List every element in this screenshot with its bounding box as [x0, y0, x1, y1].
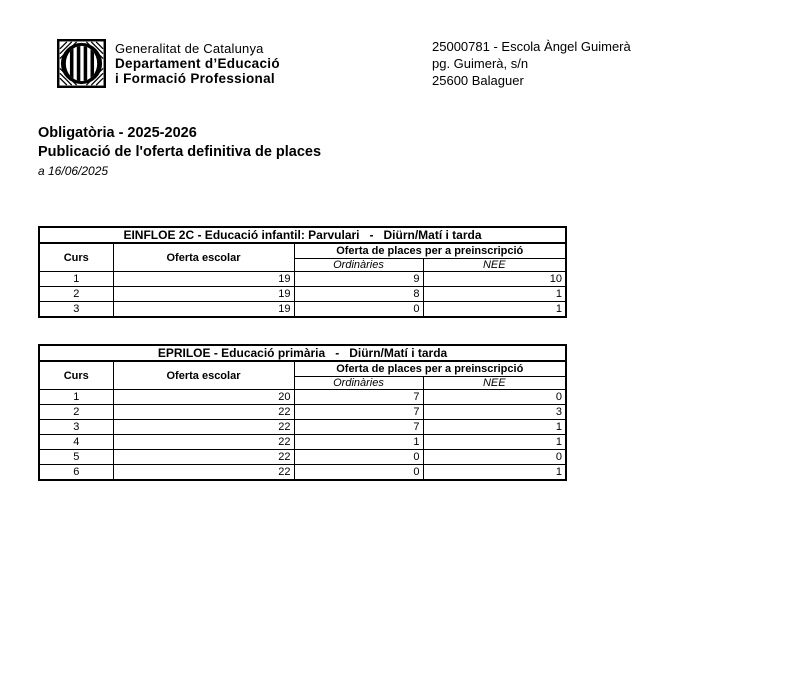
stage-year-title: Obligatòria - 2025-2026	[38, 125, 197, 141]
col-header-ordinaries: Ordinàries	[294, 377, 423, 390]
col-header-nee: NEE	[423, 259, 566, 272]
curs-cell: 3	[39, 420, 113, 435]
generalitat-logo-block	[57, 39, 280, 88]
table-row	[39, 287, 566, 302]
nee-cell: 10	[423, 272, 566, 287]
col-header-oferta-escolar: Oferta escolar	[113, 243, 294, 272]
curs-cell: 5	[39, 450, 113, 465]
publication-date: a 16/06/2025	[38, 164, 109, 178]
oferta-escolar-cell: 22	[113, 465, 294, 481]
oferta-escolar-cell: 22	[113, 435, 294, 450]
curs-cell: 6	[39, 465, 113, 481]
table-row	[39, 405, 566, 420]
oferta-escolar-cell: 19	[113, 287, 294, 302]
offer-table-primaria	[38, 344, 567, 481]
col-header-curs: Curs	[39, 243, 113, 272]
ordinaries-cell: 0	[294, 302, 423, 318]
publication-title: Publicació de l'oferta definitiva de places	[38, 144, 322, 160]
table-title: EPRILOE - Educació primària - Diürn/Matí i tarda	[39, 345, 566, 361]
oferta-escolar-cell: 19	[113, 272, 294, 287]
col-header-preinscripcio-group: Oferta de places per a preinscripció	[294, 243, 566, 259]
ordinaries-cell: 7	[294, 390, 423, 405]
curs-cell: 2	[39, 287, 113, 302]
ordinaries-cell: 8	[294, 287, 423, 302]
nee-cell: 1	[423, 287, 566, 302]
nee-cell: 1	[423, 420, 566, 435]
ordinaries-cell: 7	[294, 405, 423, 420]
oferta-escolar-cell: 22	[113, 405, 294, 420]
offer-table-infantil	[38, 226, 567, 318]
school-code-name: 25000781 - Escola Àngel Guimerà	[432, 39, 631, 54]
curs-cell: 1	[39, 390, 113, 405]
col-header-oferta-escolar: Oferta escolar	[113, 361, 294, 390]
nee-cell: 3	[423, 405, 566, 420]
ordinaries-cell: 9	[294, 272, 423, 287]
oferta-escolar-cell: 20	[113, 390, 294, 405]
ordinaries-cell: 1	[294, 435, 423, 450]
col-header-nee: NEE	[423, 377, 566, 390]
table-header-row	[39, 361, 566, 377]
table-row	[39, 272, 566, 287]
table-title-row	[39, 227, 566, 243]
nee-cell: 0	[423, 450, 566, 465]
school-address: pg. Guimerà, s/n	[432, 56, 529, 71]
document-head	[38, 124, 321, 178]
oferta-escolar-cell: 22	[113, 450, 294, 465]
col-header-ordinaries: Ordinàries	[294, 259, 423, 272]
oferta-escolar-cell: 19	[113, 302, 294, 318]
col-header-preinscripcio-group: Oferta de places per a preinscripció	[294, 361, 566, 377]
oferta-escolar-cell: 22	[113, 420, 294, 435]
curs-cell: 1	[39, 272, 113, 287]
ordinaries-cell: 7	[294, 420, 423, 435]
table-row	[39, 465, 566, 481]
generalitat-coat-of-arms-icon	[57, 39, 106, 88]
curs-cell: 2	[39, 405, 113, 420]
school-city: 25600 Balaguer	[432, 73, 524, 88]
col-header-curs: Curs	[39, 361, 113, 390]
table-row	[39, 420, 566, 435]
curs-cell: 3	[39, 302, 113, 318]
nee-cell: 0	[423, 390, 566, 405]
ordinaries-cell: 0	[294, 450, 423, 465]
department-name: Departament d’Educació	[115, 56, 280, 71]
nee-cell: 1	[423, 465, 566, 481]
table-header-row	[39, 243, 566, 259]
table-row	[39, 302, 566, 318]
table-row	[39, 390, 566, 405]
org-name: Generalitat de Catalunya	[115, 41, 264, 56]
table-title-row	[39, 345, 566, 361]
table-row	[39, 435, 566, 450]
table-row	[39, 450, 566, 465]
nee-cell: 1	[423, 302, 566, 318]
department-name-line2: i Formació Professional	[115, 71, 275, 86]
nee-cell: 1	[423, 435, 566, 450]
org-name-block	[115, 39, 280, 86]
school-info-block	[432, 38, 631, 89]
ordinaries-cell: 0	[294, 465, 423, 481]
table-title: EINFLOE 2C - Educació infantil: Parvulari - Diürn/Matí i tarda	[39, 227, 566, 243]
curs-cell: 4	[39, 435, 113, 450]
